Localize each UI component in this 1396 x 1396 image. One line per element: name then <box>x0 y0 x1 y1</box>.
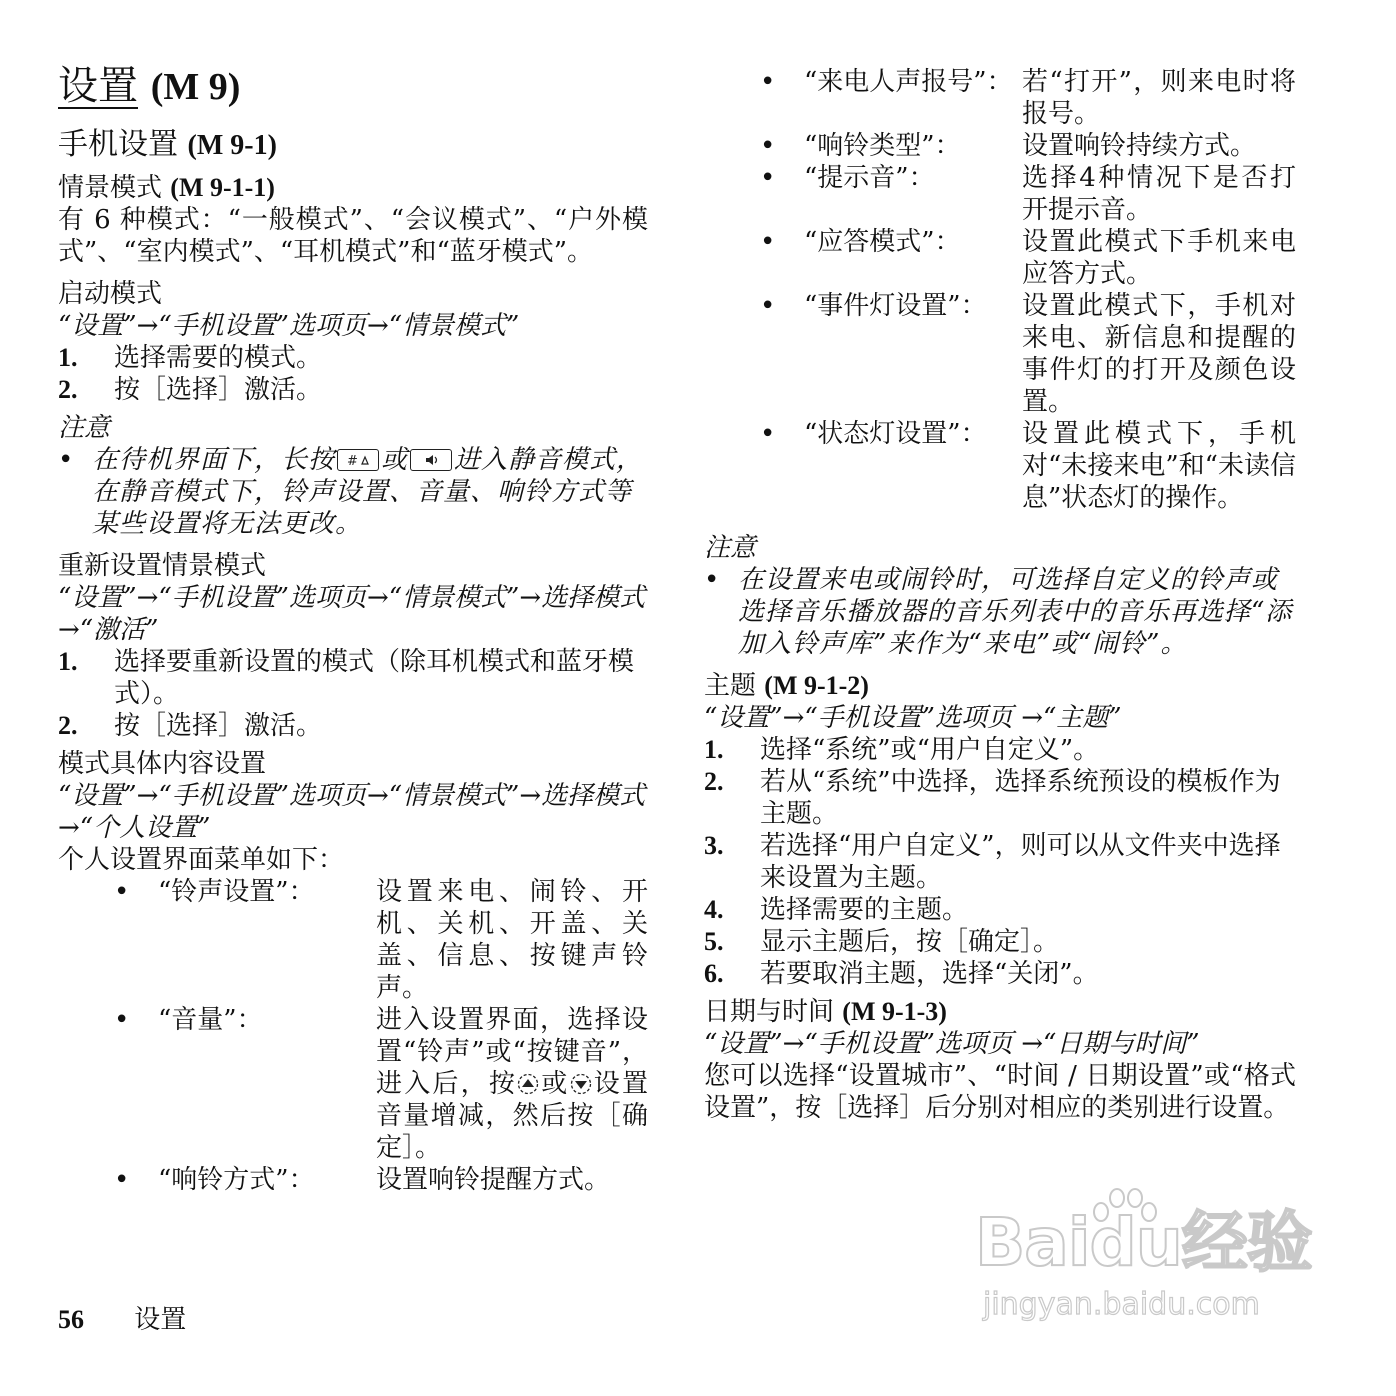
scene-mode-code: (M 9-1-1) <box>170 173 275 202</box>
reset-mode-path: “设置”→“手机设置”选项页→“情景模式”→选择模式→“激活” <box>58 583 646 645</box>
page-title-text: 设置 <box>58 63 138 109</box>
item-term: “音量”： <box>158 1005 263 1035</box>
item-term: “响铃方式”： <box>158 1165 315 1195</box>
datetime-title: 日期与时间 <box>704 997 835 1027</box>
bullet: • <box>114 877 130 907</box>
watermark-logo: Baidu经验 <box>975 1204 1312 1281</box>
note-text-after: 进入静音模式，在静音模式下，铃声设置、音量、响铃方式等某些设置将无法更改。 <box>92 445 644 539</box>
scene-mode-intro: 有 6 种模式：“一般模式”、“会议模式”、“户外模式”、“室内模式”、“耳机模式”和“蓝牙模式”。 <box>58 205 648 267</box>
list-item <box>704 958 1296 990</box>
step-text: 按［选择］激活。 <box>114 375 323 405</box>
list-item <box>58 374 648 406</box>
mode-details-heading: 模式具体内容设置 <box>58 749 267 779</box>
datetime-code: (M 9-1-3) <box>842 997 947 1026</box>
list-item <box>704 290 1296 418</box>
step-text: 若从“系统”中选择，选择系统预设的模板作为主题。 <box>760 767 1281 829</box>
theme-code: (M 9-1-2) <box>764 671 869 700</box>
right-column <box>704 66 1296 1124</box>
page-number: 56 <box>58 1305 84 1334</box>
item-term: “响铃类型”： <box>804 131 961 161</box>
list-item <box>704 894 1296 926</box>
step-text: 按［选择］激活。 <box>114 711 323 741</box>
bullet: • <box>760 419 776 449</box>
scene-mode-heading <box>58 172 648 204</box>
list-item <box>704 226 1296 290</box>
list-item <box>704 66 1296 130</box>
step-number: 3. <box>704 831 724 860</box>
scene-mode-title: 情景模式 <box>58 173 163 203</box>
item-term: “提示音”： <box>804 163 935 193</box>
nav-down-icon <box>570 1073 592 1095</box>
list-item <box>58 876 648 1004</box>
bullet: • <box>58 445 74 475</box>
note-text <box>92 444 648 540</box>
item-desc: 设置此模式下，手机对“未接来电”和“未读信息”状态灯的操作。 <box>1022 419 1296 513</box>
bullet: • <box>760 227 776 257</box>
reset-mode-steps <box>58 646 648 742</box>
silent-key-icon <box>410 449 452 471</box>
theme-path: “设置”→“手机设置”选项页 →“主题” <box>704 703 1122 733</box>
step-number: 1. <box>58 647 78 676</box>
theme-title: 主题 <box>704 671 757 701</box>
bullet: • <box>760 163 776 193</box>
start-mode-steps <box>58 342 648 406</box>
footer-label: 设置 <box>134 1305 187 1335</box>
note-label: 注意 <box>704 533 757 563</box>
list-item <box>704 830 1296 894</box>
page-title-code: (M 9) <box>150 66 241 108</box>
list-item <box>704 130 1296 162</box>
item-desc <box>376 1004 648 1164</box>
note-text-before: 在待机界面下，长按 <box>92 445 336 475</box>
item-desc-mid: 或 <box>539 1069 570 1099</box>
mode-details-list-continued <box>704 66 1296 514</box>
start-mode-heading: 启动模式 <box>58 279 163 309</box>
note-text-mid: 或 <box>381 445 409 475</box>
item-term: “状态灯设置”： <box>804 419 987 449</box>
list-item <box>704 926 1296 958</box>
item-term: “事件灯设置”： <box>804 291 987 321</box>
step-text: 选择要重新设置的模式（除耳机模式和蓝牙模式）。 <box>114 647 635 709</box>
page-footer <box>58 1304 186 1336</box>
step-number: 5. <box>704 927 724 956</box>
hash-key-icon <box>337 449 379 471</box>
list-item <box>58 1004 648 1164</box>
mode-details-intro: 个人设置界面菜单如下： <box>58 845 345 875</box>
bullet: • <box>760 67 776 97</box>
item-desc-after: 设置音量增减，然后按［确定］。 <box>376 1069 648 1163</box>
item-desc: 选择4种情况下是否打开提示音。 <box>1022 163 1296 225</box>
bullet: • <box>760 131 776 161</box>
datetime-desc: 您可以选择“设置城市”、“时间 / 日期设置”或“格式设置”，按［选择］后分别对相应的类别进行设置。 <box>704 1061 1296 1123</box>
section-title <box>58 125 648 166</box>
step-text: 选择需要的模式。 <box>114 343 323 373</box>
item-desc-before: 进入设置界面，选择设置“铃声”或“按键音”，进入后，按 <box>376 1005 648 1099</box>
nav-up-icon <box>517 1073 539 1095</box>
reset-mode-heading: 重新设置情景模式 <box>58 551 267 581</box>
list-item <box>58 646 648 710</box>
list-item <box>58 710 648 742</box>
svg-text:#: # <box>347 454 359 469</box>
list-item <box>58 342 648 374</box>
step-text: 若选择“用户自定义”，则可以从文件夹中选择来设置为主题。 <box>760 831 1281 893</box>
mode-details-list <box>58 876 648 1196</box>
item-term: “来电人声报号”： <box>804 67 1013 97</box>
step-number: 1. <box>704 735 724 764</box>
item-term: “铃声设置”： <box>158 877 315 907</box>
list-item <box>704 162 1296 226</box>
item-term: “应答模式”： <box>804 227 961 257</box>
ringtone-note <box>704 564 1296 660</box>
note-text: 在设置来电或闹铃时，可选择自定义的铃声或选择音乐播放器的音乐列表中的音乐再选择“添加入铃声库”来作为“来电”或“闹铃”。 <box>738 565 1293 659</box>
mode-details-path: “设置”→“手机设置”选项页→“情景模式”→选择模式→“个人设置” <box>58 781 646 843</box>
section-title-code: (M 9-1) <box>187 130 277 161</box>
watermark <box>975 1186 1315 1346</box>
step-number: 1. <box>58 343 78 372</box>
step-number: 4. <box>704 895 724 924</box>
start-mode-path: “设置”→“手机设置”选项页→“情景模式” <box>58 311 520 341</box>
watermark-url: jingyan.baidu.com <box>983 1287 1260 1322</box>
step-text: 选择需要的主题。 <box>760 895 969 925</box>
step-number: 2. <box>704 767 724 796</box>
list-item <box>704 766 1296 830</box>
step-number: 2. <box>58 711 78 740</box>
list-item <box>704 734 1296 766</box>
item-desc: 设置来电、闹铃、开机、关机、开盖、关盖、信息、按键声铃声。 <box>376 877 648 1003</box>
list-item <box>704 418 1296 514</box>
item-desc: 设置响铃持续方式。 <box>1022 131 1257 161</box>
step-number: 6. <box>704 959 724 988</box>
bullet: • <box>760 291 776 321</box>
left-column <box>58 62 648 1196</box>
item-desc: 设置此模式下，手机对来电、新信息和提醒的事件灯的打开及颜色设置。 <box>1022 291 1296 417</box>
page-title <box>58 62 648 111</box>
datetime-path: “设置”→“手机设置”选项页 →“日期与时间” <box>704 1029 1200 1059</box>
bullet: • <box>704 565 720 595</box>
theme-heading <box>704 670 1296 702</box>
section-title-text: 手机设置 <box>58 127 178 162</box>
step-text: 选择“系统”或“用户自定义”。 <box>760 735 1100 765</box>
note-label: 注意 <box>58 413 111 443</box>
theme-steps <box>704 734 1296 990</box>
item-desc: 设置响铃提醒方式。 <box>376 1165 611 1195</box>
item-desc: 设置此模式下手机来电应答方式。 <box>1022 227 1296 289</box>
step-text: 显示主题后，按［确定］。 <box>760 927 1060 957</box>
bullet: • <box>114 1005 130 1035</box>
silent-mode-note <box>58 444 648 540</box>
item-desc: 若“打开”，则来电时将报号。 <box>1022 67 1296 129</box>
datetime-heading <box>704 996 1296 1028</box>
step-number: 2. <box>58 375 78 404</box>
list-item <box>58 1164 648 1196</box>
step-text: 若要取消主题，选择“关闭”。 <box>760 959 1099 989</box>
bullet: • <box>114 1165 130 1195</box>
